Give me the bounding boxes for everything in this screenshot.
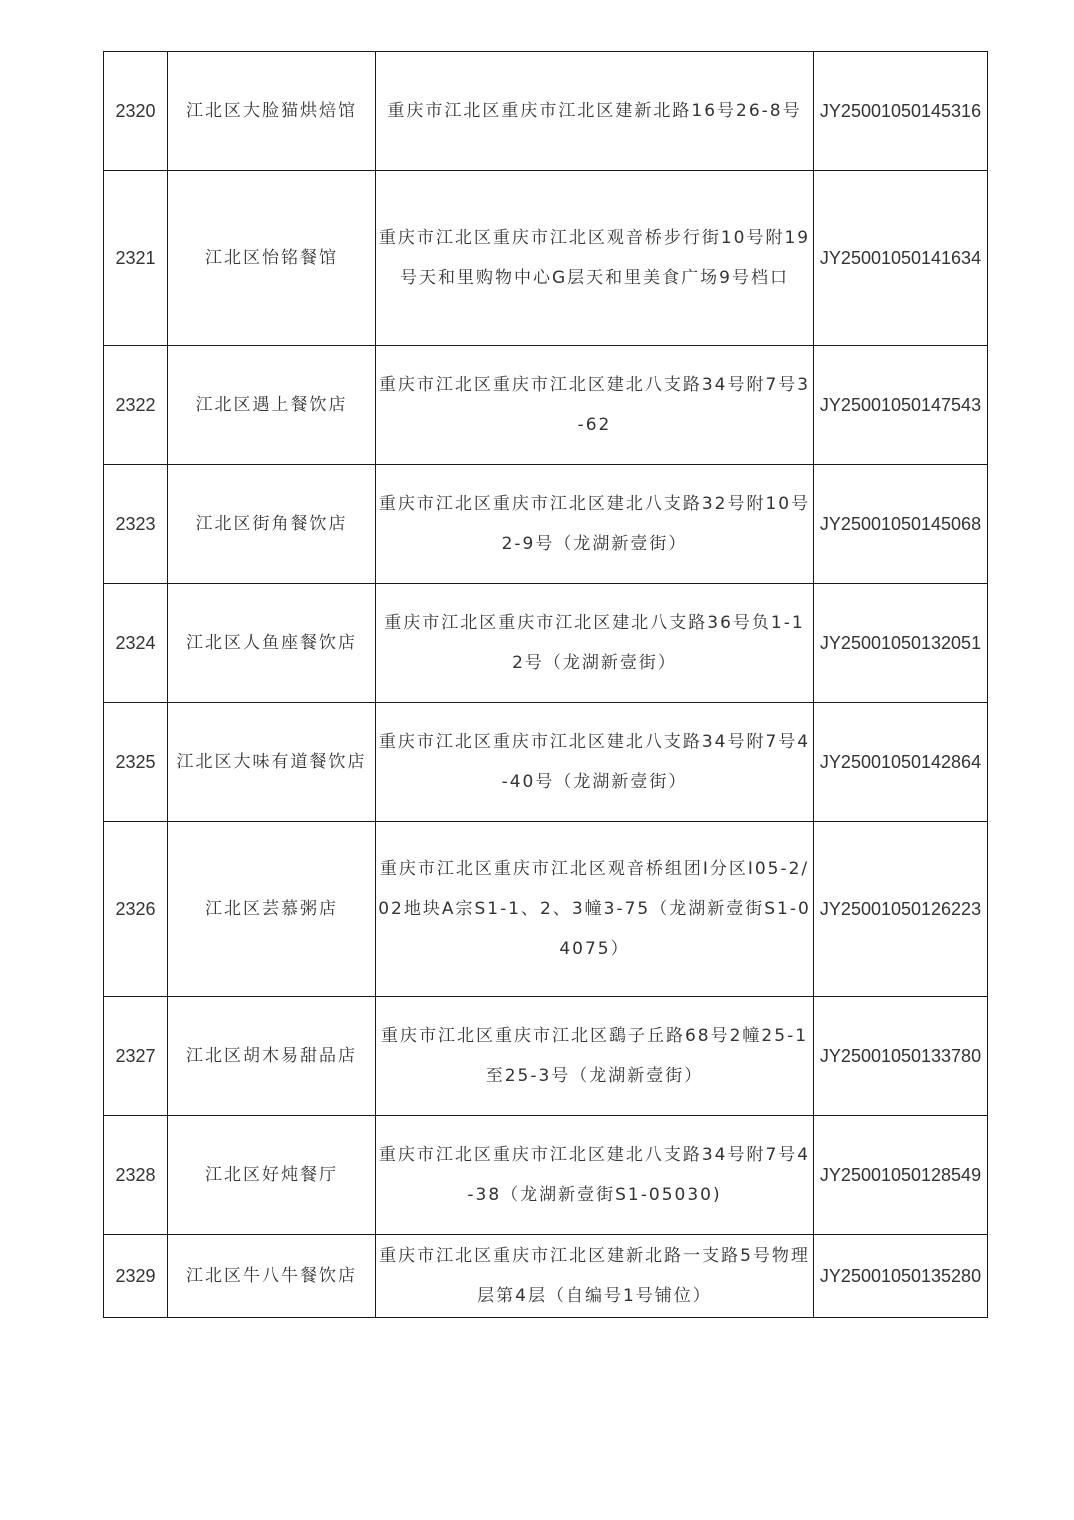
table-row [104,997,988,1116]
license-number: JY25001050133780 [814,997,988,1116]
table-row [104,52,988,171]
license-table [103,51,988,1318]
row-number: 2328 [104,1116,168,1235]
business-address: 重庆市江北区重庆市江北区观音桥步行街10号附19号天和里购物中心G层天和里美食广场9号档口 [376,171,814,346]
table-row [104,584,988,703]
business-address: 重庆市江北区重庆市江北区鷂子丘路68号2幢25-1至25-3号（龙湖新壹街） [376,997,814,1116]
business-name: 江北区芸慕粥店 [168,822,376,997]
table-row [104,1116,988,1235]
license-number: JY25001050147543 [814,346,988,465]
business-name: 江北区街角餐饮店 [168,465,376,584]
business-name: 江北区遇上餐饮店 [168,346,376,465]
table-row [104,822,988,997]
table-row [104,1235,988,1318]
row-number: 2327 [104,997,168,1116]
license-number: JY25001050135280 [814,1235,988,1318]
row-number: 2324 [104,584,168,703]
business-name: 江北区好炖餐厅 [168,1116,376,1235]
business-address: 重庆市江北区重庆市江北区建新北路一支路5号物理层第4层（自编号1号铺位） [376,1235,814,1318]
table-row [104,171,988,346]
row-number: 2323 [104,465,168,584]
business-address: 重庆市江北区重庆市江北区建北八支路36号负1-12号（龙湖新壹街） [376,584,814,703]
license-number: JY25001050141634 [814,171,988,346]
table-row [104,346,988,465]
license-number: JY25001050128549 [814,1116,988,1235]
license-number: JY25001050145068 [814,465,988,584]
license-number: JY25001050142864 [814,703,988,822]
business-name: 江北区怡铭餐馆 [168,171,376,346]
license-number: JY25001050126223 [814,822,988,997]
business-name: 江北区牛八牛餐饮店 [168,1235,376,1318]
table-row [104,465,988,584]
business-name: 江北区胡木易甜品店 [168,997,376,1116]
row-number: 2325 [104,703,168,822]
business-address: 重庆市江北区重庆市江北区建北八支路34号附7号4-40号（龙湖新壹街） [376,703,814,822]
business-address: 重庆市江北区重庆市江北区建北八支路34号附7号3-62 [376,346,814,465]
row-number: 2320 [104,52,168,171]
license-number: JY25001050132051 [814,584,988,703]
business-address: 重庆市江北区重庆市江北区建北八支路32号附10号2-9号（龙湖新壹街） [376,465,814,584]
business-name: 江北区大脸猫烘焙馆 [168,52,376,171]
row-number: 2321 [104,171,168,346]
business-name: 江北区大味有道餐饮店 [168,703,376,822]
row-number: 2329 [104,1235,168,1318]
table-row [104,703,988,822]
business-address: 重庆市江北区重庆市江北区观音桥组团Ⅰ分区I05-2/02地块A宗S1-1、2、3幢3-75（龙湖新壹街S1-04075） [376,822,814,997]
row-number: 2322 [104,346,168,465]
business-address: 重庆市江北区重庆市江北区建北八支路34号附7号4-38（龙湖新壹街S1-05030) [376,1116,814,1235]
business-name: 江北区人鱼座餐饮店 [168,584,376,703]
row-number: 2326 [104,822,168,997]
license-number: JY25001050145316 [814,52,988,171]
business-address: 重庆市江北区重庆市江北区建新北路16号26-8号 [376,52,814,171]
